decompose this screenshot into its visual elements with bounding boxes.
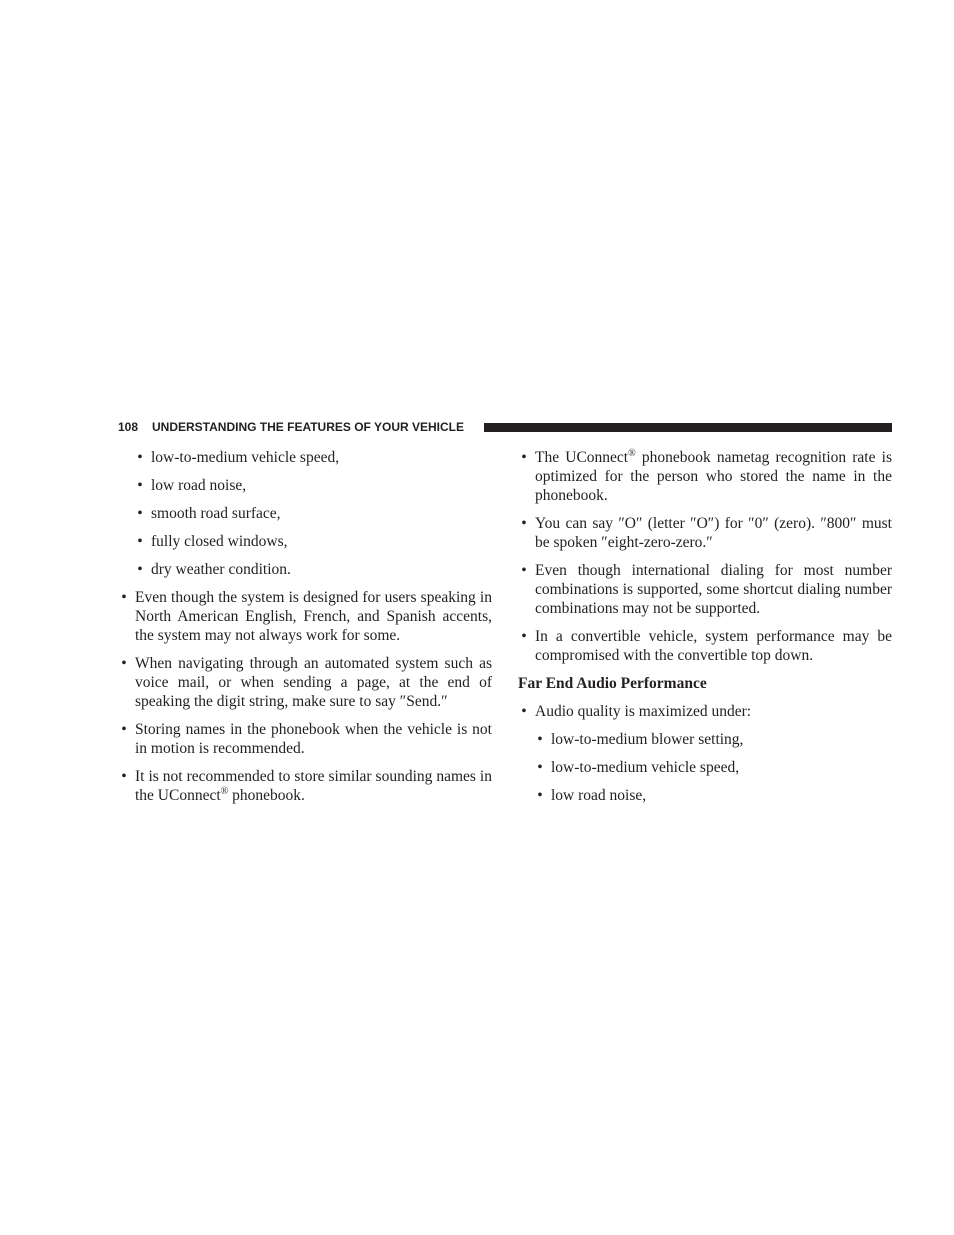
bullet-icon: • bbox=[521, 703, 527, 720]
list-item bbox=[518, 561, 892, 618]
list-item bbox=[134, 560, 492, 579]
list-item bbox=[534, 730, 892, 749]
list-item-text: dry weather condition. bbox=[151, 561, 291, 578]
section-title: UNDERSTANDING THE FEATURES OF YOUR VEHICLE bbox=[152, 420, 465, 434]
list-item bbox=[518, 514, 892, 552]
header-rule bbox=[484, 423, 892, 432]
list-item bbox=[534, 786, 892, 805]
text-run: phonebook. bbox=[228, 787, 305, 804]
registered-mark: ® bbox=[220, 785, 229, 797]
list-item-text: low-to-medium vehicle speed, bbox=[151, 449, 340, 466]
list-item-text: Storing names in the phonebook when the vehicle is not in motion is recommended. bbox=[135, 721, 492, 757]
bullet-icon: • bbox=[121, 721, 127, 738]
bullet-icon: • bbox=[121, 768, 127, 785]
bullet-icon: • bbox=[137, 477, 143, 494]
list-item bbox=[134, 476, 492, 495]
list-item bbox=[118, 720, 492, 758]
list-item-text: low road noise, bbox=[151, 477, 247, 494]
list-item bbox=[118, 588, 492, 645]
page-header bbox=[118, 419, 892, 435]
list-item bbox=[134, 504, 492, 523]
bullet-icon: • bbox=[137, 533, 143, 550]
list-item bbox=[518, 627, 892, 665]
bullet-icon: • bbox=[521, 515, 527, 532]
list-item-text bbox=[535, 449, 892, 504]
bullet-icon: • bbox=[537, 731, 543, 748]
list-item bbox=[518, 702, 892, 721]
list-item-text: smooth road surface, bbox=[151, 505, 281, 522]
list-item bbox=[118, 767, 492, 805]
list-item-text: In a convertible vehicle, system performance may be compromised with the convertible top down. bbox=[535, 628, 892, 664]
list-item bbox=[134, 532, 492, 551]
text-run: The UConnect bbox=[535, 449, 629, 466]
page-number: 108 bbox=[118, 420, 139, 434]
section-heading: Far End Audio Performance bbox=[518, 675, 707, 692]
bullet-icon: • bbox=[521, 449, 527, 466]
registered-mark: ® bbox=[628, 447, 636, 459]
bullet-icon: • bbox=[537, 759, 543, 776]
list-item-text: You can say ″O″ (letter ″O″) for ″0″ (zero). ″800″ must be spoken ″eight-zero-zero.″ bbox=[535, 515, 892, 551]
list-item-text: low road noise, bbox=[551, 787, 647, 804]
bullet-icon: • bbox=[537, 787, 543, 804]
text-run: phonebook nametag recognition rate is optimized for the person who stored the name in the phonebook. bbox=[535, 449, 892, 504]
list-item bbox=[134, 448, 492, 467]
list-item-text: When navigating through an automated system such as voice mail, or when sending a page, at the end of speaking the digit string, make sure to say ″Send.″ bbox=[135, 655, 492, 710]
bullet-icon: • bbox=[521, 628, 527, 645]
right-column bbox=[518, 448, 892, 814]
bullet-icon: • bbox=[137, 449, 143, 466]
list-item bbox=[118, 654, 492, 711]
list-item bbox=[518, 448, 892, 505]
bullet-icon: • bbox=[137, 561, 143, 578]
list-item-text: low-to-medium blower setting, bbox=[551, 731, 744, 748]
text-run: It is not recommended to store similar sounding names in the UConnect bbox=[135, 768, 492, 804]
bullet-icon: • bbox=[137, 505, 143, 522]
list-item-text: fully closed windows, bbox=[151, 533, 288, 550]
bullet-icon: • bbox=[521, 562, 527, 579]
list-item-text: Audio quality is maximized under: bbox=[535, 703, 752, 720]
bullet-icon: • bbox=[121, 589, 127, 606]
list-item-text bbox=[135, 768, 492, 804]
list-item-text: low-to-medium vehicle speed, bbox=[551, 759, 740, 776]
left-column bbox=[118, 448, 492, 814]
list-item bbox=[534, 758, 892, 777]
bullet-icon: • bbox=[121, 655, 127, 672]
list-item-text: Even though the system is designed for users speaking in North American English, French, and Spanish accents, the system may not always work for some. bbox=[135, 589, 492, 644]
list-item-text: Even though international dialing for most number combinations is supported, some shortcut dialing number combinations may not be supported. bbox=[535, 562, 892, 617]
